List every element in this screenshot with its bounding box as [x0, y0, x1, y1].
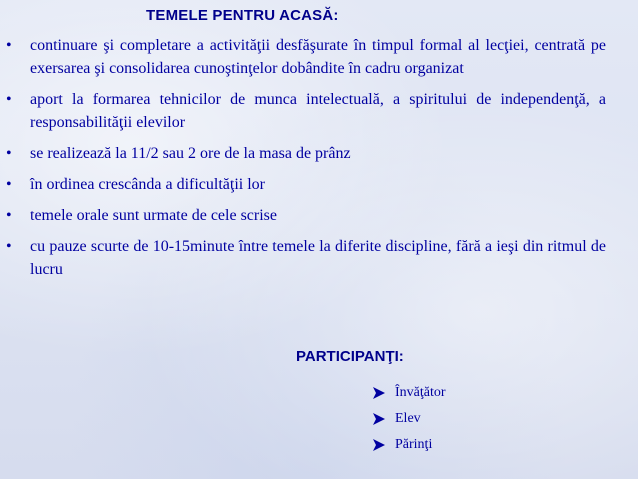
bullet-icon: •	[6, 37, 12, 54]
participant-item	[372, 406, 446, 432]
list-item-text: în ordinea crescânda a dificultăţii lor	[30, 176, 266, 193]
bullet-icon: •	[6, 207, 12, 224]
arrowhead-bullet-icon	[372, 386, 386, 400]
bullet-icon: •	[6, 91, 12, 108]
arrowhead-bullet-icon	[372, 438, 386, 452]
list-item	[6, 204, 606, 227]
participant-label: Părinţi	[395, 437, 433, 452]
participant-item	[372, 380, 446, 406]
list-item-text: aport la formarea tehnicilor de munca intelectuală, a spiritului de independenţă, a responsabilităţii elevilor	[30, 91, 606, 131]
list-item	[6, 34, 606, 80]
bullet-icon: •	[6, 238, 12, 255]
participant-label: Învăţător	[395, 385, 446, 400]
participant-label: Elev	[395, 411, 421, 426]
list-item	[6, 88, 606, 134]
list-item	[6, 173, 606, 196]
participants-list	[372, 380, 446, 458]
bullet-icon: •	[6, 145, 12, 162]
participant-item	[372, 432, 446, 458]
list-item-text: continuare şi completare a activităţii desfăşurate în timpul formal al lecţiei, centrată pe exersarea şi consolidarea cunoştinţelor dobândite în cadru organizat	[30, 37, 606, 77]
list-item-text: cu pauze scurte de 10-15minute între temele la diferite discipline, fără a ieşi din ritmul de lucru	[30, 238, 606, 278]
participants-heading: PARTICIPANŢI:	[296, 348, 404, 365]
list-item-text: se realizează la 11/2 sau 2 ore de la masa de prânz	[30, 145, 351, 162]
list-item	[6, 235, 606, 281]
list-item	[6, 142, 606, 165]
bullet-list	[6, 34, 606, 289]
arrowhead-bullet-icon	[372, 412, 386, 426]
bullet-icon: •	[6, 176, 12, 193]
list-item-text: temele orale sunt urmate de cele scrise	[30, 207, 277, 224]
page-title: TEMELE PENTRU ACASĂ:	[146, 7, 339, 24]
